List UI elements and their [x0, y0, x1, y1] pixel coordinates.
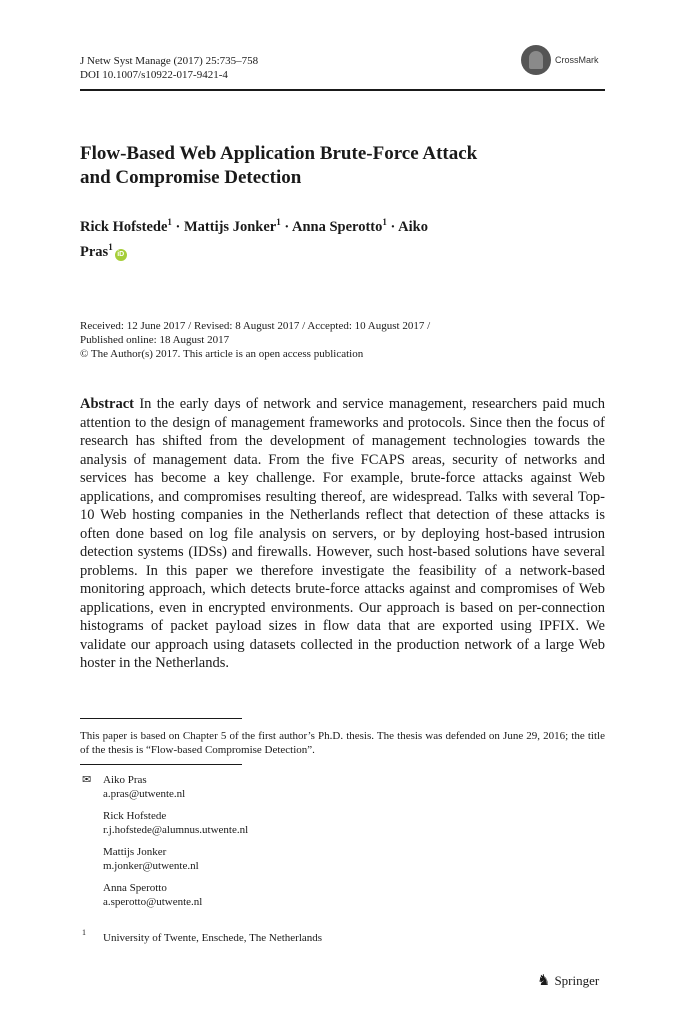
contact-name: Anna Sperotto — [103, 882, 167, 894]
journal-citation: J Netw Syst Manage (2017) 25:735–758 — [80, 55, 259, 67]
footnote-rule — [80, 718, 242, 719]
footnote-rule — [80, 764, 242, 765]
doi: DOI 10.1007/s10922-017-9421-4 — [80, 69, 228, 81]
orcid-icon[interactable]: iD — [115, 249, 127, 261]
contact-entry — [103, 845, 248, 873]
author-name: Pras — [80, 243, 109, 260]
affiliation-number: 1 — [82, 928, 86, 937]
title-line: and Compromise Detection — [80, 167, 302, 188]
paper-title — [80, 142, 600, 190]
publisher-logo — [537, 971, 599, 990]
affiliation-marker: 1 — [276, 217, 281, 227]
author-name: Aiko — [398, 218, 428, 235]
affiliation-marker: 1 — [108, 241, 113, 252]
copyright-line: © The Author(s) 2017. This article is an open access publication — [80, 348, 364, 360]
contact-email[interactable]: a.sperotto@utwente.nl — [103, 896, 203, 908]
contact-name: Aiko Pras — [103, 774, 147, 786]
author-separator: · — [171, 218, 184, 235]
contact-entry — [103, 881, 248, 909]
publisher-name: Springer — [554, 972, 600, 988]
crossmark-icon — [521, 45, 551, 75]
affiliation-text: University of Twente, Enschede, The Netherlands — [103, 932, 323, 944]
crossmark-badge[interactable] — [521, 45, 599, 75]
thesis-footnote: This paper is based on Chapter 5 of the first author’s Ph.D. thesis. The thesis was defended on June 29, 2016; the title of the thesis is “Flow-based Compromise Detection”. — [80, 730, 605, 756]
contact-entry — [103, 773, 248, 801]
author-list — [80, 212, 500, 262]
crossmark-label: CrossMark — [555, 55, 599, 65]
author-separator: · — [386, 218, 399, 235]
contact-name: Rick Hofstede — [103, 810, 167, 822]
journal-header — [80, 54, 258, 82]
author-separator: · — [280, 218, 292, 235]
contact-email[interactable]: r.j.hofstede@alumnus.utwente.nl — [103, 824, 249, 836]
title-line: Flow-Based Web Application Brute-Force Attack — [80, 143, 478, 164]
contact-name: Mattijs Jonker — [103, 846, 167, 858]
contact-email[interactable]: m.jonker@utwente.nl — [103, 860, 199, 872]
contact-email[interactable]: a.pras@utwente.nl — [103, 788, 186, 800]
author-name: Rick Hofstede — [80, 218, 168, 235]
abstract-label: Abstract — [80, 396, 134, 412]
envelope-icon: ✉ — [82, 774, 92, 786]
abstract — [80, 395, 605, 673]
contact-list — [103, 773, 248, 917]
affiliation-marker: 1 — [382, 217, 387, 227]
affiliation-marker: 1 — [167, 217, 172, 227]
author-name: Mattijs Jonker — [183, 218, 277, 235]
springer-horse-icon: ♞ — [537, 973, 551, 989]
published-online: Published online: 18 August 2017 — [80, 334, 230, 346]
contact-entry — [103, 809, 248, 837]
abstract-text: In the early days of network and service management, researchers paid much attention to the design of management frameworks and protocols. Since then the focus of research has shifted from the development of management technologies towards the analysis of management data. From the five FCAPS areas, security of networks and services has become a key challenge. For example, brute-force attacks against Web applications, and compromises resulting thereof, are widespread. Talks with several Top-10 Web hosting companies in the Netherlands reflect that detection of these attacks is often done based on log file analysis on servers, or by deploying host-based intrusion detection systems (IDSs) and firewalls. However, such host-based solutions have several problems. In this paper we therefore investigate the feasibility of a network-based monitoring approach, which detects brute-force attacks against and compromises of Web applications, even in encrypted environments. Our approach is based on per-connection histograms of packet payload sizes in flow data that are exported using IPFIX. We validate our approach using datasets collected in the production network of a large Web hoster in the Netherlands. — [80, 396, 605, 671]
received-dates: Received: 12 June 2017 / Revised: 8 August 2017 / Accepted: 10 August 2017 / — [80, 320, 431, 332]
publication-history — [80, 319, 605, 361]
header-rule — [80, 89, 605, 91]
author-name: Anna Sperotto — [292, 218, 383, 235]
